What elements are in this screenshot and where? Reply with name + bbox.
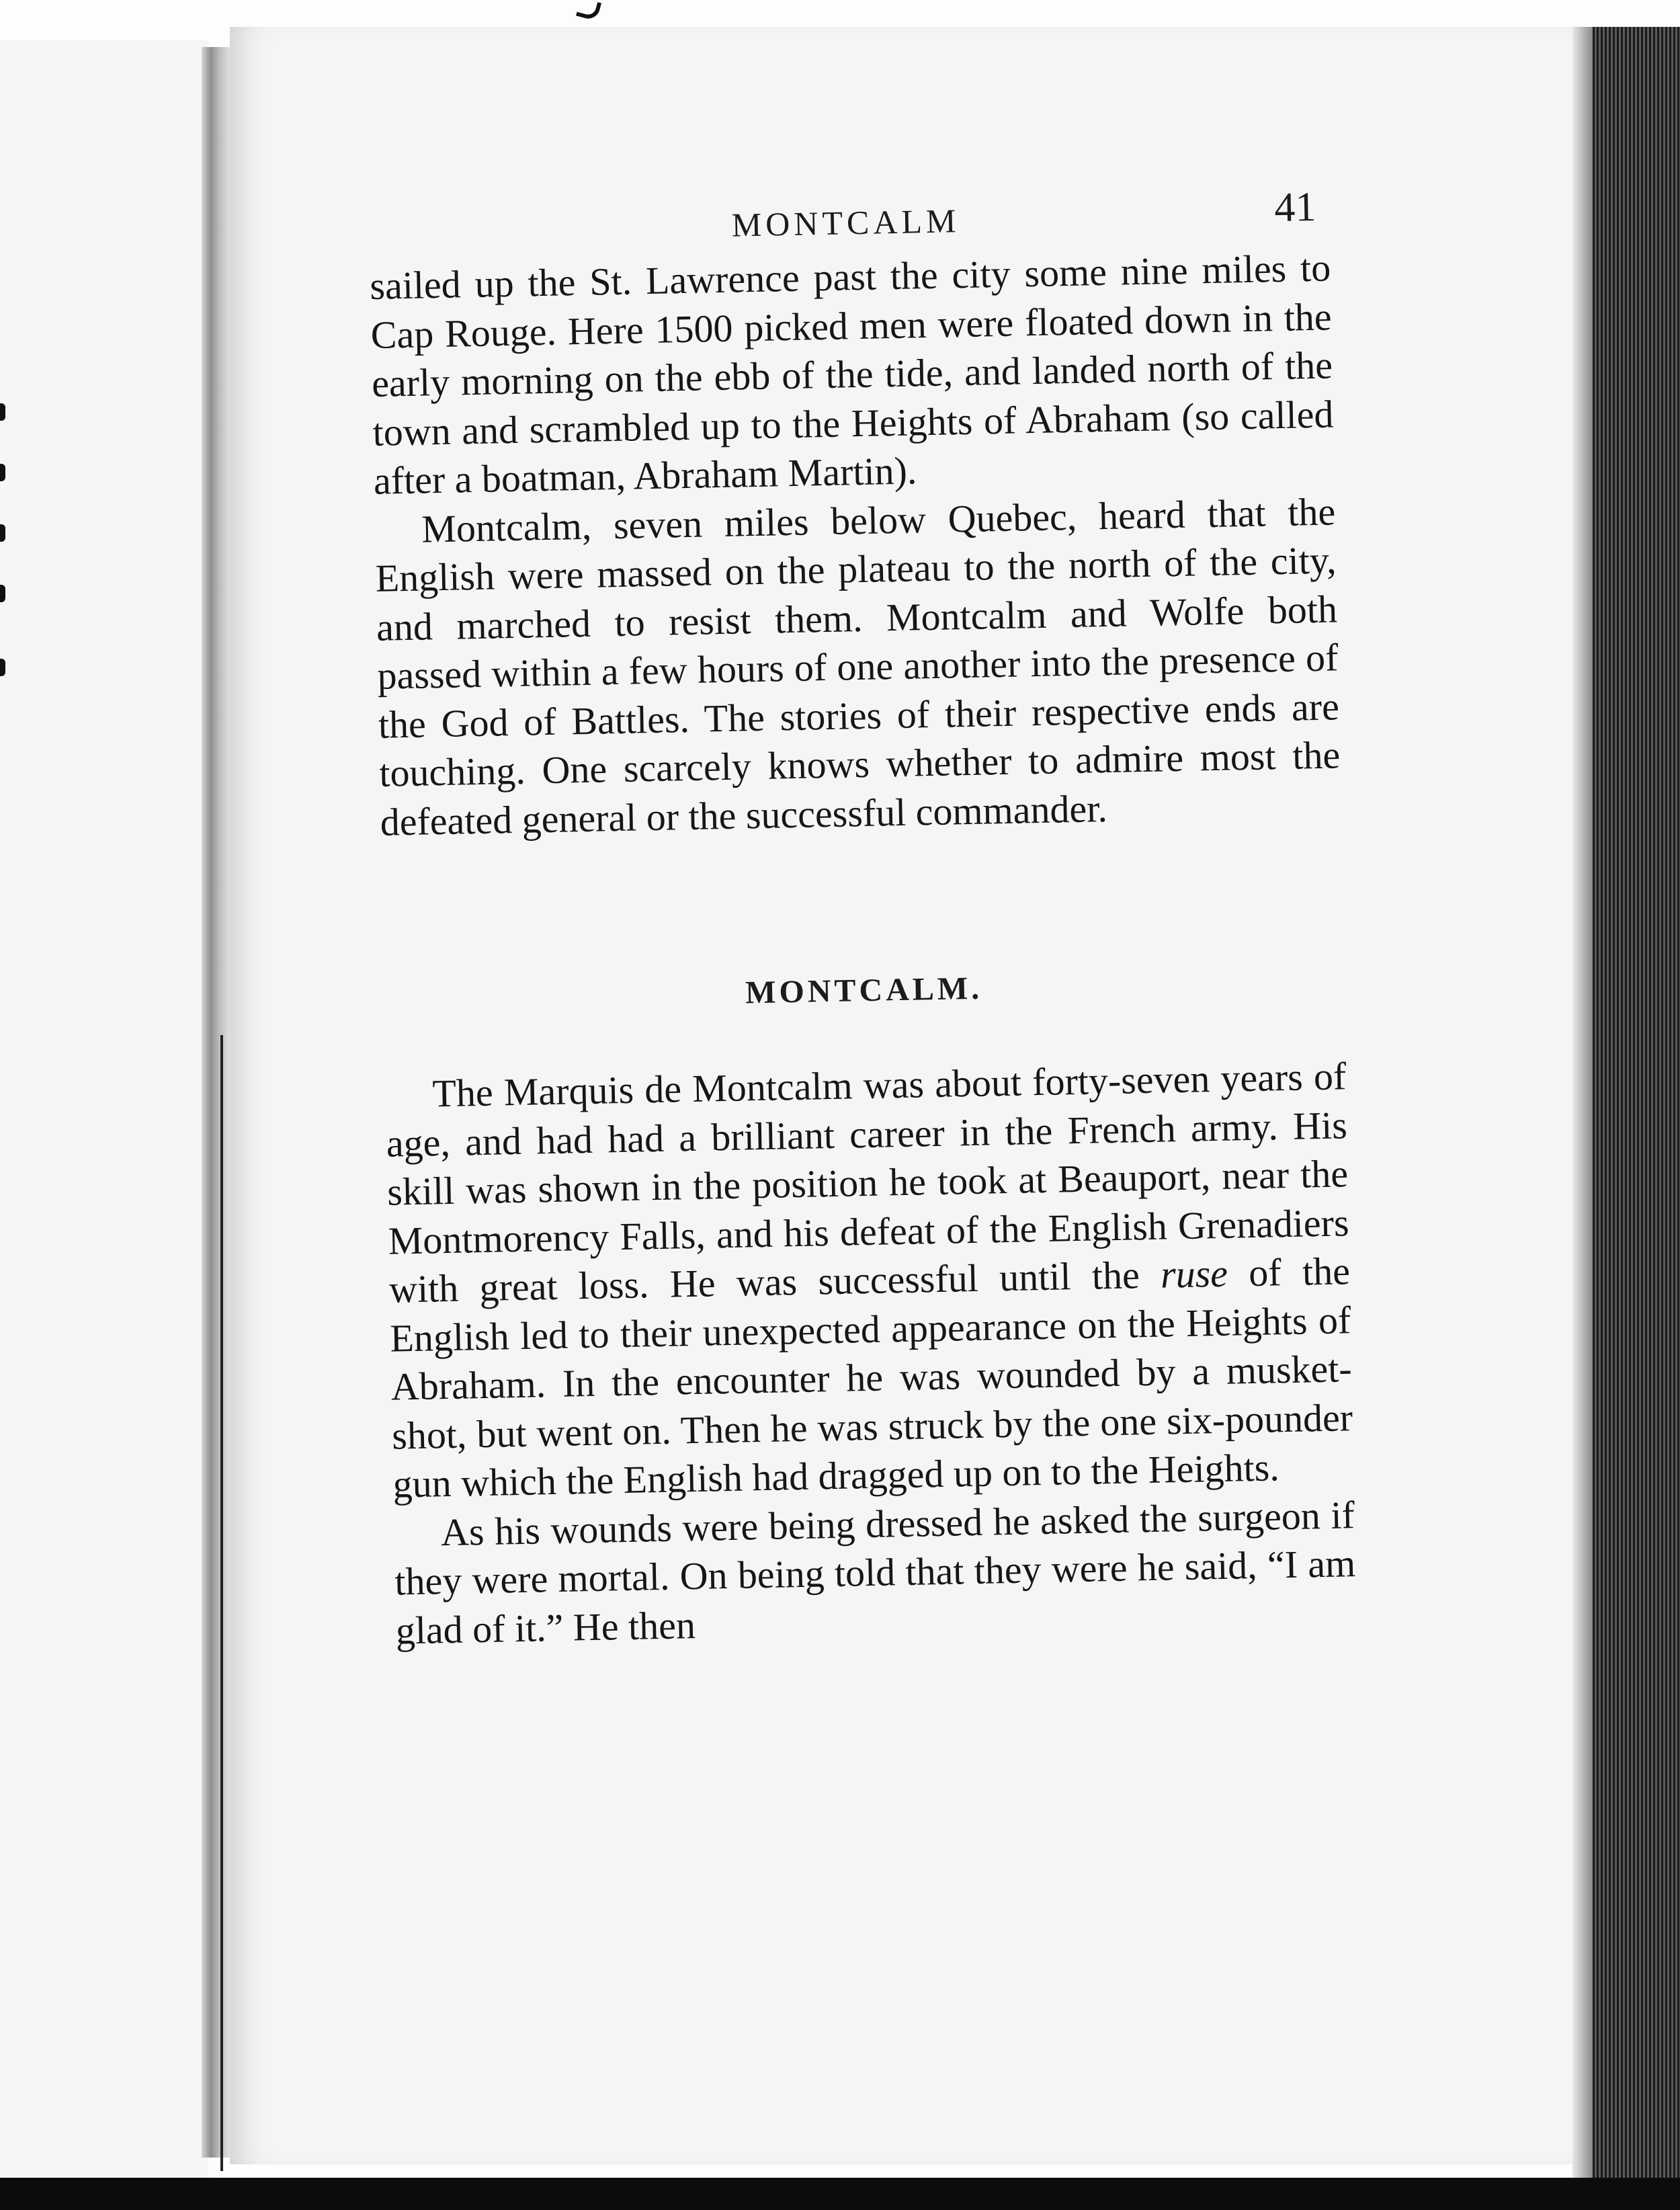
paragraph-marquis-text-a: The Marquis de Montcalm was about forty-seven years of age, and had had a brilliant career in the French army. His skill was shown in the position he took at Beauport, near the Montmorency Falls, and his defeat of the English Grenadiers with great loss. He was successful until the: [386, 1054, 1350, 1311]
paragraph-marquis: [385, 1052, 1354, 1509]
paragraph-marquis-text-b: of the English led to their unexpected appearance on the Heights of Abraham. In the encounter he was wounded by a musket-shot, but went on. Then he was struck by the one six-pounder gun which the English had dragged up on to the Heights.: [389, 1249, 1353, 1506]
facing-page-left: [0, 40, 208, 2184]
page-block-edges: [1572, 27, 1680, 2178]
running-head-title: MONTCALM: [731, 202, 960, 244]
emphasis-ruse: ruse: [1160, 1251, 1228, 1297]
paragraph-continued: sailed up the St. Lawrence past the city some nine miles to Cap Rouge. Here 1500 picked men were floated down in the early morning on the ebb of the tide, and landed north of the town and scrambled up to the Heights of Abraham (so called after a boatman, Abraham Martin).: [369, 245, 1334, 503]
page-number: 41: [1273, 183, 1317, 231]
book-gutter: [202, 47, 233, 2158]
gutter-edge-line: [220, 1035, 223, 2171]
page-text-block: [368, 183, 1357, 1655]
section-heading: MONTCALM.: [745, 970, 983, 1011]
scan-bottom-border: [0, 2178, 1680, 2210]
paragraph-wounds: As his wounds were being dressed he asked the surgeon if they were mortal. On being told that they were he said, “I am glad of it.” He then: [394, 1492, 1356, 1653]
left-edge-marks: [0, 403, 7, 686]
paragraph-montcalm-wolfe: Montcalm, seven miles below Quebec, heard that the English were massed on the plateau to the north of the city, and marched to resist them. Montcalm and Wolfe both passed within a few hours of one another into the presence of the God of Battles. The stories of their respective ends are touching. One scarcely knows whether to admire most the defeated general or the successful commander.: [375, 489, 1341, 844]
